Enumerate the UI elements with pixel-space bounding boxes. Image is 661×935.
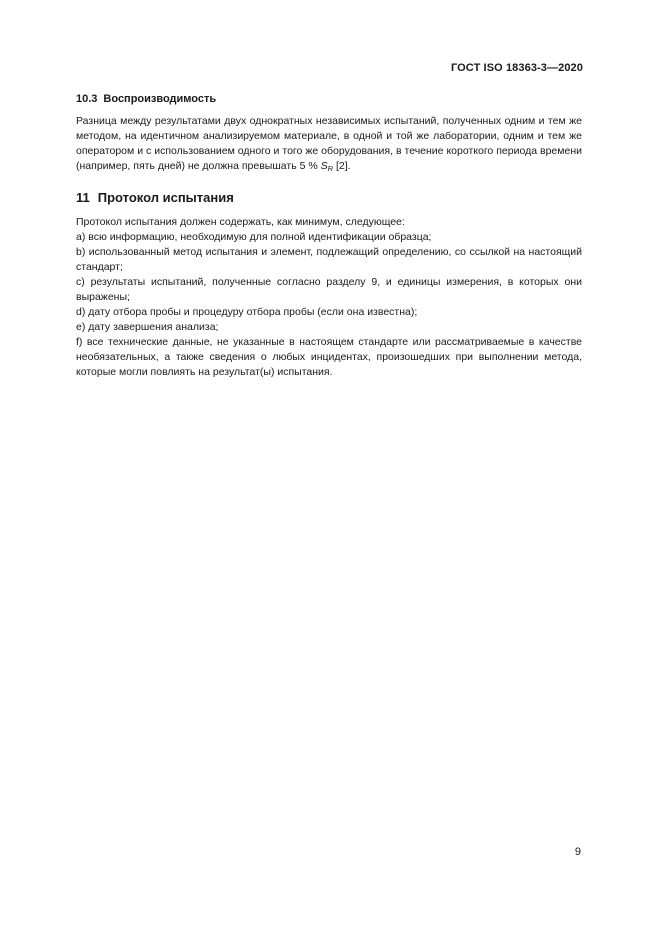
subsection-heading-10-3	[76, 92, 582, 106]
subsection-number: 10.3	[76, 93, 98, 105]
reproducibility-paragraph	[76, 114, 582, 176]
list-item: a) всю информацию, необходимую для полной идентификации образца;	[76, 231, 432, 243]
reproducibility-symbol: S	[320, 160, 328, 172]
page-number: 9	[574, 846, 581, 858]
page-content	[76, 92, 582, 380]
section-heading-11	[76, 190, 582, 206]
subsection-title: Воспроизводимость	[103, 93, 217, 105]
list-item: c) результаты испытаний, полученные согласно разделу 9, и единицы измерения, в которых они выражены;	[76, 276, 582, 303]
list-item: b) использованный метод испытания и элемент, подлежащий определению, со ссылкой на настоящий стандарт;	[76, 246, 582, 273]
test-report-intro: Протокол испытания должен содержать, как минимум, следующее:	[76, 216, 405, 228]
reproducibility-reference: [2].	[333, 160, 351, 172]
list-item: d) дату отбора пробы и процедуру отбора пробы (если она известна);	[76, 306, 418, 318]
reproducibility-symbol-subscript: R	[327, 164, 334, 173]
standard-code-header: ГОСТ ISO 18363-3—2020	[450, 62, 583, 74]
list-item: e) дату завершения анализа;	[76, 321, 219, 333]
list-item: f) все технические данные, не указанные в настоящем стандарте или рассматриваемые в качестве необязательных, а также сведения о любых инцидентах, произошедших при выполнении метода, которые могли повлиять на результат(ы) испытания.	[76, 336, 582, 378]
reproducibility-text: Разница между результатами двух однократных независимых испытаний, полученных одним и тем же методом, на идентичном анализируемом материале, в одной и той же лаборатории, одним и тем же оператором и с использованием одного и того же оборудования, в течение короткого периода времени (например, пять дней) не должна превышать 5 %	[76, 115, 582, 172]
section-title: Протокол испытания	[97, 190, 234, 205]
section-number: 11	[76, 190, 90, 205]
